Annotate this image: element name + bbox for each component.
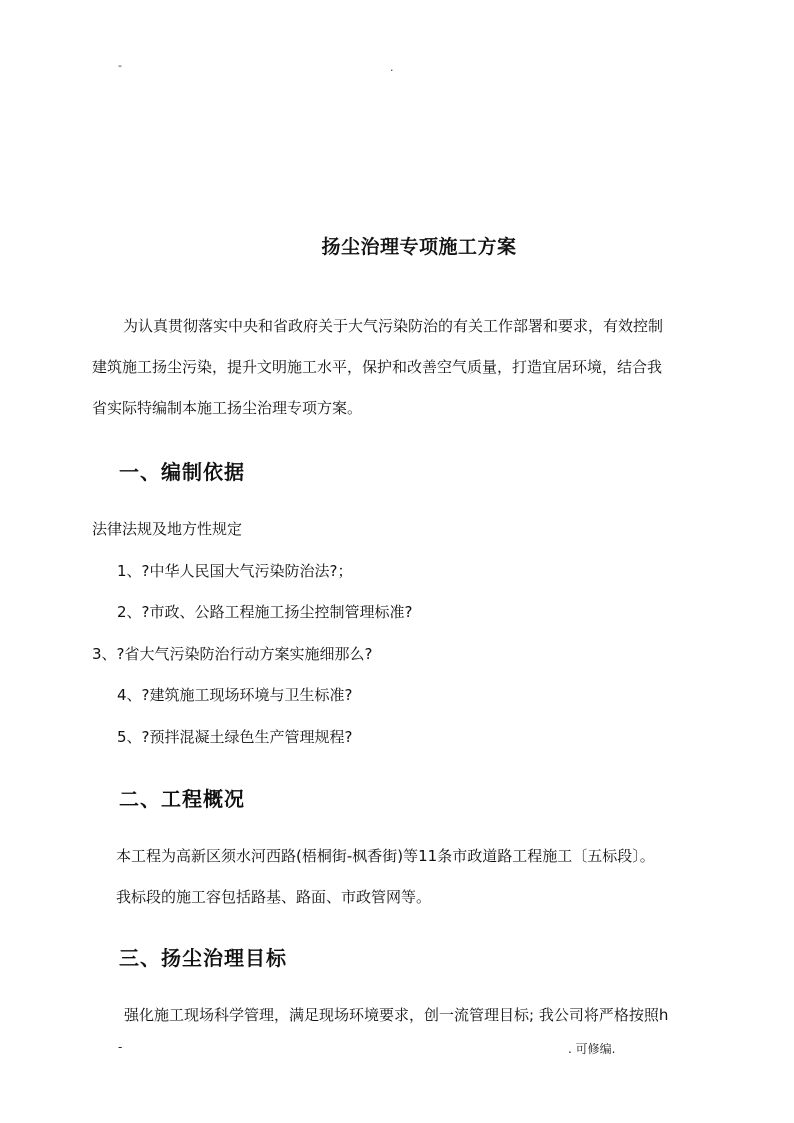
overview-line: 本工程为高新区须水河西路(梧桐街-枫香街)等11条市政道路工程施工〔五标段〕。 <box>116 847 655 865</box>
goals-line: 强化施工现场科学管理，满足现场环境要求，创一流管理目标; 我公司将严格按照h <box>124 1006 669 1024</box>
intro-paragraph <box>92 306 710 429</box>
intro-line: 建筑施工扬尘污染，提升文明施工水平，保护和改善空气质量，打造宜居环境，结合我 <box>92 358 663 376</box>
section-heading-goals: 三、扬尘治理目标 <box>119 946 287 970</box>
footer-editable-note: . 可修编. <box>568 1042 616 1056</box>
section-subheading: 法律法规及地方性规定 <box>92 520 243 538</box>
footer-left-mark: - <box>118 1040 123 1054</box>
basis-item: 4、?建筑施工现场环境与卫生标准? <box>117 686 353 704</box>
basis-item: 5、?预拌混凝土绿色生产管理规程? <box>117 728 353 746</box>
overview-line: 我标段的施工容包括路基、路面、市政管网等。 <box>116 888 432 906</box>
header-right-mark: . <box>390 61 394 74</box>
document-title: 扬尘治理专项施工方案 <box>321 236 517 258</box>
basis-item: 2、?市政、公路工程施工扬尘控制管理标准? <box>117 603 413 621</box>
section-heading-overview: 二、工程概况 <box>119 787 245 811</box>
intro-line: 为认真贯彻落实中央和省政府关于大气污染防治的有关工作部署和要求，有效控制 <box>123 317 664 335</box>
basis-item: 1、?中华人民国大气污染防治法?； <box>117 562 353 580</box>
section-heading-basis: 一、编制依据 <box>119 460 245 484</box>
header-left-mark: - <box>118 59 122 72</box>
intro-line: 省实际特编制本施工扬尘治理专项方案。 <box>92 399 363 417</box>
basis-item: 3、?省大气污染防治行动方案实施细那么? <box>92 645 373 663</box>
